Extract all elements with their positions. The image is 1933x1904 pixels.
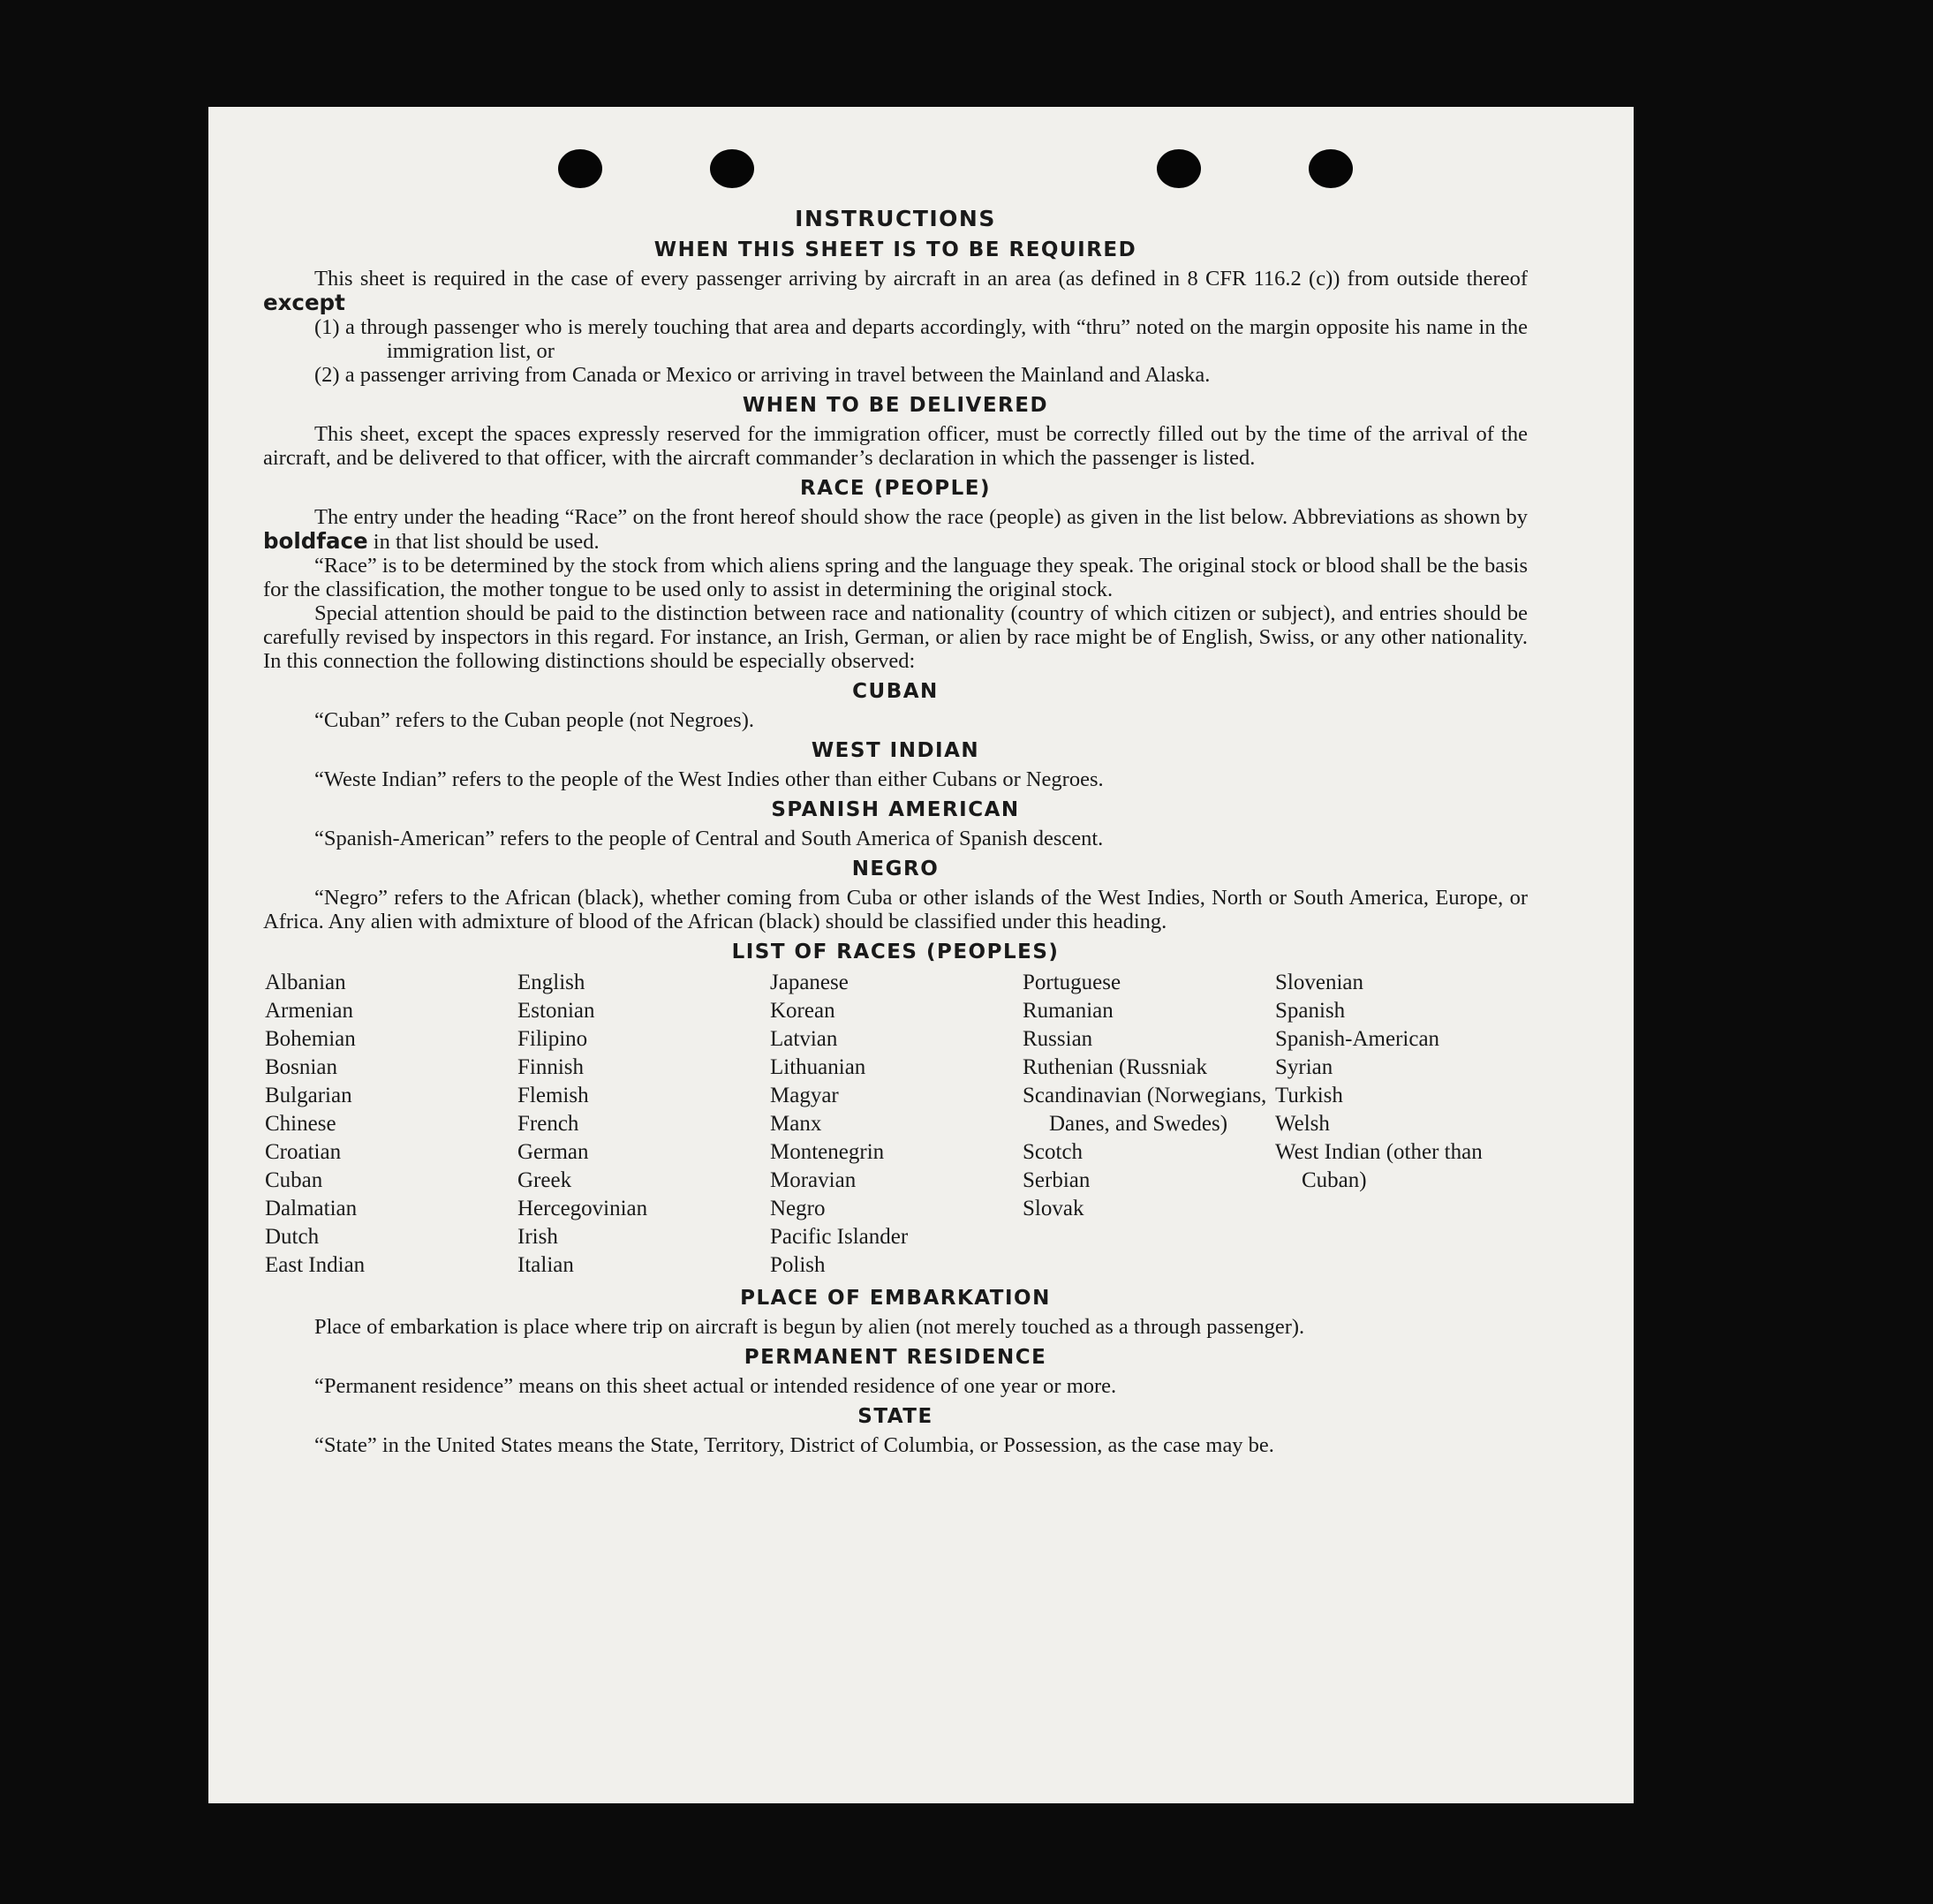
race-item: Negro	[770, 1197, 826, 1220]
race-item: Hercegovinian	[517, 1197, 648, 1220]
punch-hole	[1157, 149, 1201, 188]
section-heading: SPANISH AMERICAN	[771, 798, 1020, 821]
race-item: Polish	[770, 1253, 826, 1277]
section-heading: LIST OF RACES (PEOPLES)	[731, 941, 1060, 963]
race-item: Croatian	[265, 1140, 342, 1164]
race-item: Chinese	[265, 1112, 336, 1136]
paragraph: “Weste Indian” refers to the people of the West Indies other than either Cubans or Negroes.	[314, 767, 1104, 791]
section-heading: NEGRO	[851, 858, 940, 880]
list-item: (1) a through passenger who is merely touching that area and departs accordingly, with “thru” noted on the margin opposite his name in the immigration list, or	[314, 315, 1528, 363]
race-item: West Indian (other than Cuban)	[1275, 1140, 1483, 1192]
section-heading: WEST INDIAN	[811, 739, 980, 762]
paragraph: This sheet, except the spaces expressly reserved for the immigration officer, must be correctly filled out by the time of the arrival of the aircraft, and be delivered to that officer, with the aircraft commander’s declaration in which the passenger is listed.	[263, 422, 1528, 470]
races-column	[1275, 969, 1528, 1280]
race-item: Serbian	[1023, 1168, 1091, 1192]
race-item: Flemish	[517, 1084, 589, 1107]
race-item: East Indian	[265, 1253, 366, 1277]
instructions-title: INSTRUCTIONS	[795, 206, 996, 231]
section-heading: WHEN THIS SHEET IS TO BE REQUIRED	[653, 238, 1137, 261]
race-item: Dutch	[265, 1225, 320, 1249]
race-item: Cuban	[265, 1168, 323, 1192]
section-heading: RACE (PEOPLE)	[800, 477, 991, 500]
race-item: German	[517, 1140, 589, 1164]
race-item: Korean	[770, 999, 835, 1023]
race-item: Slovak	[1023, 1197, 1084, 1220]
list-item: (2) a passenger arriving from Canada or Mexico or arriving in travel between the Mainland and Alaska.	[314, 363, 1211, 387]
race-item: Magyar	[770, 1084, 839, 1107]
races-column	[517, 969, 770, 1280]
race-item: Ruthenian (Russniak	[1023, 1055, 1208, 1079]
section-heading: PERMANENT RESIDENCE	[744, 1346, 1047, 1369]
race-item: Turkish	[1275, 1084, 1343, 1107]
race-item: Filipino	[517, 1027, 588, 1051]
race-item: Spanish	[1275, 999, 1346, 1023]
race-item: Scandinavian (Norwegians, Danes, and Swedes)	[1023, 1084, 1267, 1136]
race-item: Russian	[1023, 1027, 1093, 1051]
race-item: Bosnian	[265, 1055, 337, 1079]
race-item: Scotch	[1023, 1140, 1084, 1164]
document-page	[208, 107, 1634, 1803]
race-item: Moravian	[770, 1168, 857, 1192]
race-item: Spanish-American	[1275, 1027, 1440, 1051]
section-heading: CUBAN	[852, 680, 939, 703]
race-item: Bulgarian	[265, 1084, 352, 1107]
punch-hole	[710, 149, 754, 188]
paragraph: “Race” is to be determined by the stock from which aliens spring and the language they speak. The original stock or blood shall be the basis for the classification, the mother tongue to be used only to assist in determining the original stock.	[263, 554, 1528, 601]
race-item: English	[517, 971, 585, 994]
race-item: Montenegrin	[770, 1140, 885, 1164]
paragraph: Special attention should be paid to the distinction between race and nationality (country of which citizen or subject), and entries should be carefully revised by inspectors in this regard. For instance, an Irish, German, or alien by race might be of English, Swiss, or any other nationality. In this connection the following distinctions should be especially observed:	[263, 601, 1528, 673]
race-item: Welsh	[1275, 1112, 1330, 1136]
races-column	[265, 969, 517, 1280]
punch-hole	[1309, 149, 1353, 188]
race-item: Lithuanian	[770, 1055, 866, 1079]
paragraph: “Cuban” refers to the Cuban people (not Negroes).	[314, 708, 754, 732]
race-item: French	[517, 1112, 579, 1136]
paragraph: “Negro” refers to the African (black), whether coming from Cuba or other islands of the West Indies, North or South America, Europe, or Africa. Any alien with admixture of blood of the African (black) should be classified under this heading.	[263, 886, 1528, 933]
race-item: Japanese	[770, 971, 849, 994]
race-item: Dalmatian	[265, 1197, 358, 1220]
race-item: Latvian	[770, 1027, 838, 1051]
section-heading: PLACE OF EMBARKATION	[740, 1287, 1051, 1310]
race-item: Irish	[517, 1225, 558, 1249]
race-item: Italian	[517, 1253, 574, 1277]
race-item: Portuguese	[1023, 971, 1121, 994]
paragraph: The entry under the heading “Race” on the front hereof should show the race (people) as given in the list below. Abbreviations as shown by boldface in that list should be used.	[263, 505, 1528, 554]
race-item: Albanian	[265, 971, 346, 994]
paragraph: “Permanent residence” means on this sheet actual or intended residence of one year or more.	[314, 1374, 1117, 1398]
race-item: Bohemian	[265, 1027, 356, 1051]
race-item: Finnish	[517, 1055, 585, 1079]
emphasis: boldface	[263, 528, 368, 554]
races-column	[770, 969, 1023, 1280]
race-item: Syrian	[1275, 1055, 1333, 1079]
race-item: Rumanian	[1023, 999, 1114, 1023]
punch-hole	[558, 149, 602, 188]
race-item: Slovenian	[1275, 971, 1363, 994]
emphasis: except	[263, 290, 345, 315]
race-item: Armenian	[265, 999, 353, 1023]
race-item: Estonian	[517, 999, 595, 1023]
paragraph: “Spanish-American” refers to the people of Central and South America of Spanish descent.	[314, 827, 1104, 850]
paragraph: Place of embarkation is place where trip on aircraft is begun by alien (not merely touched as a through passenger).	[314, 1315, 1305, 1339]
race-item: Greek	[517, 1168, 572, 1192]
section-heading: WHEN TO BE DELIVERED	[742, 394, 1049, 417]
paragraph: This sheet is required in the case of every passenger arriving by aircraft in an area (as defined in 8 CFR 116.2 (c)) from outside thereof except	[263, 267, 1528, 315]
races-list	[265, 969, 1528, 1280]
race-item: Pacific Islander	[770, 1225, 909, 1249]
race-item: Manx	[770, 1112, 822, 1136]
races-column	[1023, 969, 1275, 1280]
section-heading: STATE	[857, 1405, 933, 1428]
paragraph: “State” in the United States means the State, Territory, District of Columbia, or Possession, as the case may be.	[314, 1433, 1274, 1457]
